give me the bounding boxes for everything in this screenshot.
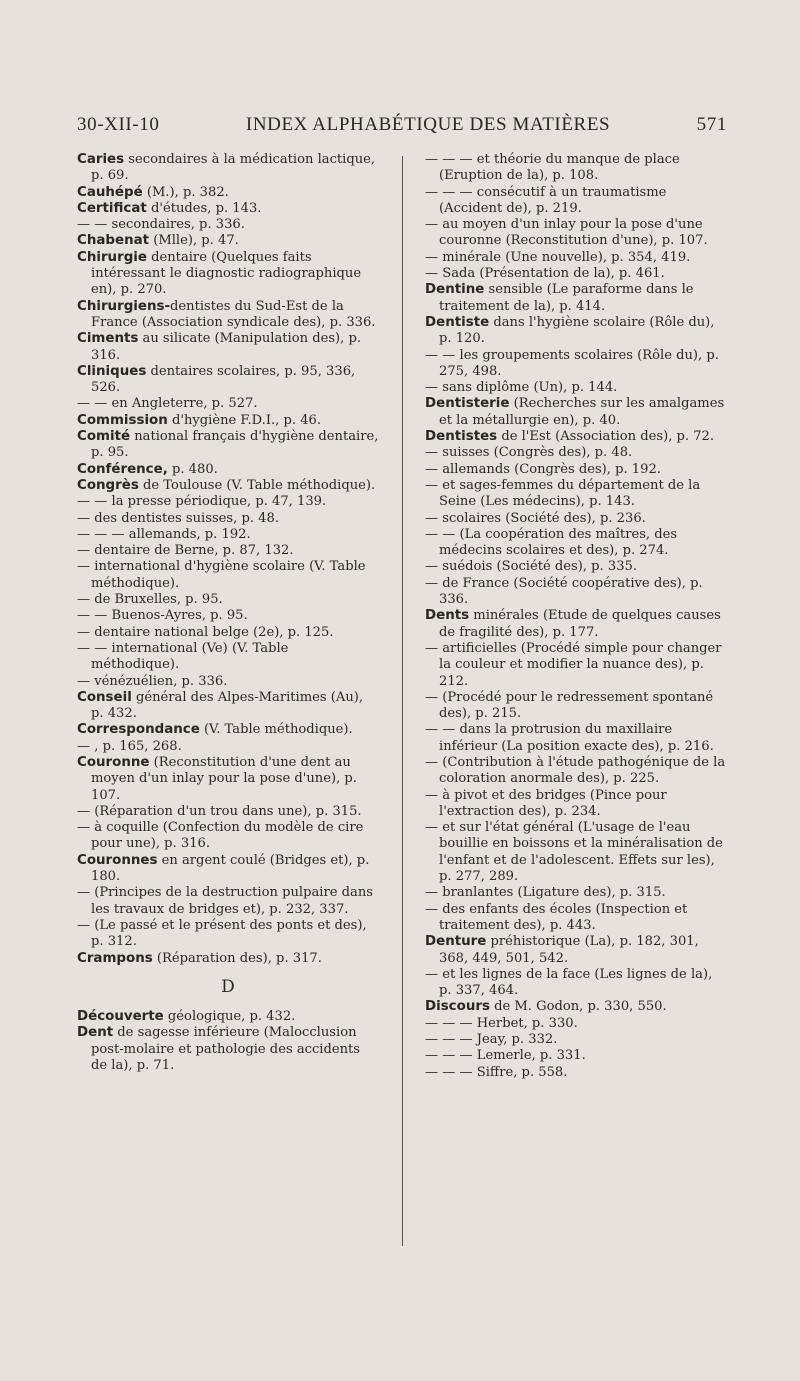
entry-text: — branlantes (Ligature des), p. 315.	[425, 885, 666, 901]
index-entry	[77, 249, 379, 299]
entry-text: — vénézuélien, p. 336.	[77, 673, 228, 689]
entry-text: préhistorique (La), p. 182, 301, 368, 449, 501, 542.	[439, 934, 699, 966]
index-entry	[425, 608, 727, 641]
index-entry	[77, 673, 379, 690]
section-letter: D	[221, 976, 235, 997]
entry-text: — de France (Société coopérative des), p. 336.	[425, 575, 703, 608]
index-entry	[77, 363, 379, 397]
entry-text: de Toulouse (V. Table méthodique).	[138, 477, 376, 493]
entry-text: — des enfants des écoles (Inspection et traitement des), p. 443.	[425, 901, 688, 933]
entry-headword: Dents	[425, 608, 470, 624]
entry-headword: Denture	[425, 934, 487, 950]
entry-text: — scolaires (Société des), p. 236.	[425, 510, 646, 526]
entry-text: d'études, p. 143.	[146, 200, 262, 216]
index-entry	[425, 526, 727, 560]
entry-text: — — les groupements scolaires (Rôle du), p. 275, 498.	[425, 347, 719, 379]
index-entry	[77, 510, 379, 527]
index-entry	[425, 787, 727, 821]
index-entry	[77, 477, 379, 494]
index-entry	[77, 1009, 379, 1025]
entry-text: — et les lignes de la face (Les lignes de la), p. 337, 464.	[425, 966, 713, 999]
entry-text: d'hygiène F.D.I., p. 46.	[167, 412, 322, 428]
entry-headword: Commission	[77, 412, 168, 428]
entry-text: p. 480.	[167, 461, 218, 477]
entry-headword: Couronnes	[77, 852, 158, 868]
entry-text: — à pivot et des bridges (Pince pour l'extraction des), p. 234.	[425, 787, 667, 819]
index-entry	[77, 950, 379, 967]
index-columns	[77, 152, 727, 1246]
entry-text: — — la presse périodique, p. 47, 139.	[77, 494, 327, 510]
entry-text: dans l'hygiène scolaire (Rôle du), p. 120.	[439, 314, 715, 347]
index-entry	[425, 477, 727, 511]
entry-text: en argent coulé (Bridges et), p. 180.	[91, 852, 370, 885]
index-entry	[77, 559, 379, 592]
index-entry	[425, 282, 727, 315]
index-entry	[77, 738, 379, 755]
entry-text: — des dentistes suisses, p. 48.	[77, 510, 279, 526]
index-entry	[425, 266, 727, 282]
entry-text: (Reconstitution d'une dent au moyen d'un inlay pour la pose d'une), p. 107.	[91, 754, 357, 803]
entry-text: minérales (Etude de quelques causes de fragilité des), p. 177.	[439, 608, 721, 640]
entry-headword: Certificat	[77, 200, 147, 216]
entry-text: de l'Est (Association des), p. 72.	[497, 429, 715, 445]
index-entry	[77, 494, 379, 510]
entry-text: — — international (Ve) (V. Table méthodique).	[77, 640, 289, 673]
entry-text: géologique, p. 432.	[163, 1009, 296, 1025]
entry-headword: Conseil	[77, 689, 132, 705]
entry-text: — suédois (Société des), p. 335.	[425, 559, 638, 575]
index-entry	[77, 592, 379, 608]
entry-text: — — secondaires, p. 336.	[77, 217, 245, 233]
header-title: INDEX ALPHABÉTIQUE DES MATIÈRES	[245, 114, 611, 135]
index-entry	[425, 510, 727, 527]
index-entry	[77, 331, 379, 364]
entry-headword: Couronne	[77, 754, 150, 770]
index-entry	[77, 1025, 379, 1074]
index-entry	[425, 934, 727, 967]
entry-headword: Dent	[77, 1025, 114, 1041]
entry-headword: Chirurgiens-	[77, 298, 171, 314]
entry-text: (Recherches sur les amalgames et la métallurgie en), p. 40.	[439, 396, 725, 428]
index-entry	[425, 575, 727, 609]
page-number: 571	[696, 114, 727, 135]
entry-text: dentistes du Sud-Est de la France (Association syndicale des), p. 336.	[91, 298, 376, 330]
header-date: 30-XII-10	[77, 114, 160, 135]
entry-text: — au moyen d'un inlay pour la pose d'une couronne (Reconstitution d'une), p. 107.	[425, 217, 708, 249]
entry-text: — Sada (Présentation de la), p. 461.	[425, 266, 665, 282]
entry-text: — (Procédé pour le redressement spontané des), p. 215.	[425, 689, 714, 722]
right-column	[425, 152, 727, 1246]
entry-text: au silicate (Manipulation des), p. 316.	[91, 331, 362, 363]
index-entry	[425, 184, 727, 218]
index-entry	[77, 412, 379, 429]
entry-text: dentaire (Quelques faits intéressant le diagnostic radiographique en), p. 270.	[91, 249, 362, 298]
index-entry	[77, 184, 379, 201]
column-divider	[402, 156, 403, 1246]
entry-text: de M. Godon, p. 330, 550.	[489, 999, 667, 1015]
index-entry	[77, 754, 379, 804]
index-entry	[77, 152, 379, 185]
entry-headword: Dentisterie	[425, 396, 510, 412]
index-entry	[425, 885, 727, 901]
entry-text: — — — allemands, p. 192.	[77, 526, 251, 542]
entry-headword: Cauhépé	[77, 184, 143, 200]
entry-text: — — — Siffre, p. 558.	[425, 1064, 568, 1080]
index-entry	[425, 1048, 727, 1064]
entry-headword: Dentine	[425, 282, 485, 298]
entry-headword: Cliniques	[77, 363, 147, 379]
entry-text: — suisses (Congrès des), p. 48.	[425, 445, 633, 461]
index-entry	[425, 689, 727, 723]
index-entry	[425, 640, 727, 690]
entry-text: secondaires à la médication lactique, p. 69.	[91, 152, 376, 184]
index-entry	[77, 396, 379, 412]
index-entry	[425, 1015, 727, 1032]
entry-headword: Dentiste	[425, 314, 490, 330]
index-entry	[425, 461, 727, 478]
entry-text: — , p. 165, 268.	[77, 738, 182, 754]
index-entry	[425, 347, 727, 381]
entry-text: — — — et théorie du manque de place (Eruption de la), p. 108.	[425, 152, 680, 184]
entry-headword: Conférence,	[77, 461, 168, 477]
index-entry	[77, 803, 379, 820]
index-entry	[425, 966, 727, 1000]
entry-text: — dentaire de Berne, p. 87, 132.	[77, 543, 294, 559]
index-entry	[425, 396, 727, 429]
index-entry	[425, 445, 727, 461]
index-entry	[77, 917, 379, 951]
entry-text: (Réparation des), p. 317.	[152, 950, 322, 966]
entry-text: — minérale (Une nouvelle), p. 354, 419.	[425, 249, 691, 265]
entry-text: — sans diplôme (Un), p. 144.	[425, 380, 618, 396]
entry-headword: Découverte	[77, 1009, 164, 1025]
running-header	[77, 114, 727, 136]
index-entry	[425, 314, 727, 348]
entry-text: — de Bruxelles, p. 95.	[77, 592, 223, 608]
entry-headword: Dentistes	[425, 429, 498, 445]
entry-text: (V. Table méthodique).	[199, 722, 353, 738]
index-entry	[425, 380, 727, 396]
entry-text: (Mlle), p. 47.	[149, 233, 239, 249]
index-entry	[425, 152, 727, 185]
entry-text: général des Alpes-Maritimes (Au), p. 432.	[91, 689, 364, 722]
entry-text: national français d'hygiène dentaire, p. 95.	[91, 429, 379, 461]
index-entry	[425, 901, 727, 935]
index-entry	[77, 885, 379, 918]
index-entry	[77, 543, 379, 559]
index-entry	[425, 1064, 727, 1081]
index-entry	[425, 217, 727, 250]
index-entry	[425, 754, 727, 788]
index-entry	[425, 820, 727, 885]
entry-text: (M.), p. 382.	[142, 184, 229, 200]
index-entry	[77, 689, 379, 723]
entry-text: — — en Angleterre, p. 527.	[77, 396, 258, 412]
entry-headword: Correspondance	[77, 722, 200, 738]
index-entry	[425, 559, 727, 575]
index-entry	[77, 640, 379, 674]
entry-text: dentaires scolaires, p. 95, 336, 526.	[91, 363, 356, 396]
index-entry	[77, 233, 379, 249]
entry-headword: Comité	[77, 429, 131, 445]
entry-text: — (Contribution à l'étude pathogénique de la coloration anormale des), p. 225.	[425, 754, 726, 787]
left-column	[77, 152, 379, 1246]
index-entry	[77, 526, 379, 543]
index-entry	[77, 200, 379, 217]
index-entry	[425, 999, 727, 1015]
index-entry	[77, 429, 379, 462]
entry-headword: Congrès	[77, 477, 139, 493]
entry-text: — et sages-femmes du département de la Seine (Les médecins), p. 143.	[425, 477, 701, 510]
index-entry	[77, 624, 379, 641]
entry-headword: Caries	[77, 152, 125, 167]
index-entry	[77, 461, 379, 478]
entry-text: — — — Herbet, p. 330.	[425, 1015, 578, 1031]
index-entry	[77, 852, 379, 886]
entry-text: — artificielles (Procédé simple pour changer la couleur et modifier la nuance des), p. 212.	[425, 640, 722, 689]
entry-text: — allemands (Congrès des), p. 192.	[425, 461, 661, 477]
index-entry	[77, 298, 379, 332]
index-entry	[425, 1032, 727, 1048]
entry-text: — — — Jeay, p. 332.	[425, 1032, 558, 1048]
entry-headword: Crampons	[77, 950, 153, 966]
entry-text: sensible (Le paraforme dans le traitement de la), p. 414.	[439, 282, 694, 314]
entry-text: — — (La coopération des maîtres, des médecins scolaires et des), p. 274.	[425, 526, 678, 559]
index-entry	[77, 820, 379, 853]
entry-text: — — dans la protrusion du maxillaire inférieur (La position exacte des), p. 216.	[425, 722, 714, 754]
entry-text: de sagesse inférieure (Malocclusion post-molaire et pathologie des accidents de la), p. 71.	[91, 1025, 361, 1074]
entry-text: — (Le passé et le présent des ponts et des), p. 312.	[77, 917, 367, 950]
index-entry	[425, 429, 727, 445]
entry-text: — — — Lemerle, p. 331.	[425, 1048, 586, 1064]
entry-text: — (Réparation d'un trou dans une), p. 315.	[77, 803, 362, 819]
entry-text: — (Principes de la destruction pulpaire dans les travaux de bridges et), p. 232, 337.	[77, 885, 373, 917]
entry-text: — — Buenos-Ayres, p. 95.	[77, 608, 248, 624]
entry-headword: Discours	[425, 999, 490, 1015]
index-entry	[77, 217, 379, 233]
index-entry	[425, 722, 727, 755]
index-entry	[77, 608, 379, 624]
entry-text: — et sur l'état général (L'usage de l'eau bouillie en boissons et la minéralisation de l'enfant et de l'adolescent. Effets sur les), p. 277, 289.	[425, 820, 723, 885]
entry-headword: Chirurgie	[77, 249, 147, 265]
index-entry	[425, 249, 727, 266]
entry-headword: Chabenat	[77, 233, 150, 249]
entry-text: — à coquille (Confection du modèle de cire pour une), p. 316.	[77, 820, 364, 852]
index-entry	[77, 722, 379, 738]
entry-headword: Ciments	[77, 331, 139, 347]
entry-text: — international d'hygiène scolaire (V. Table méthodique).	[77, 559, 366, 591]
entry-text: — dentaire national belge (2e), p. 125.	[77, 624, 334, 640]
entry-text: — — — consécutif à un traumatisme (Accident de), p. 219.	[425, 184, 667, 216]
